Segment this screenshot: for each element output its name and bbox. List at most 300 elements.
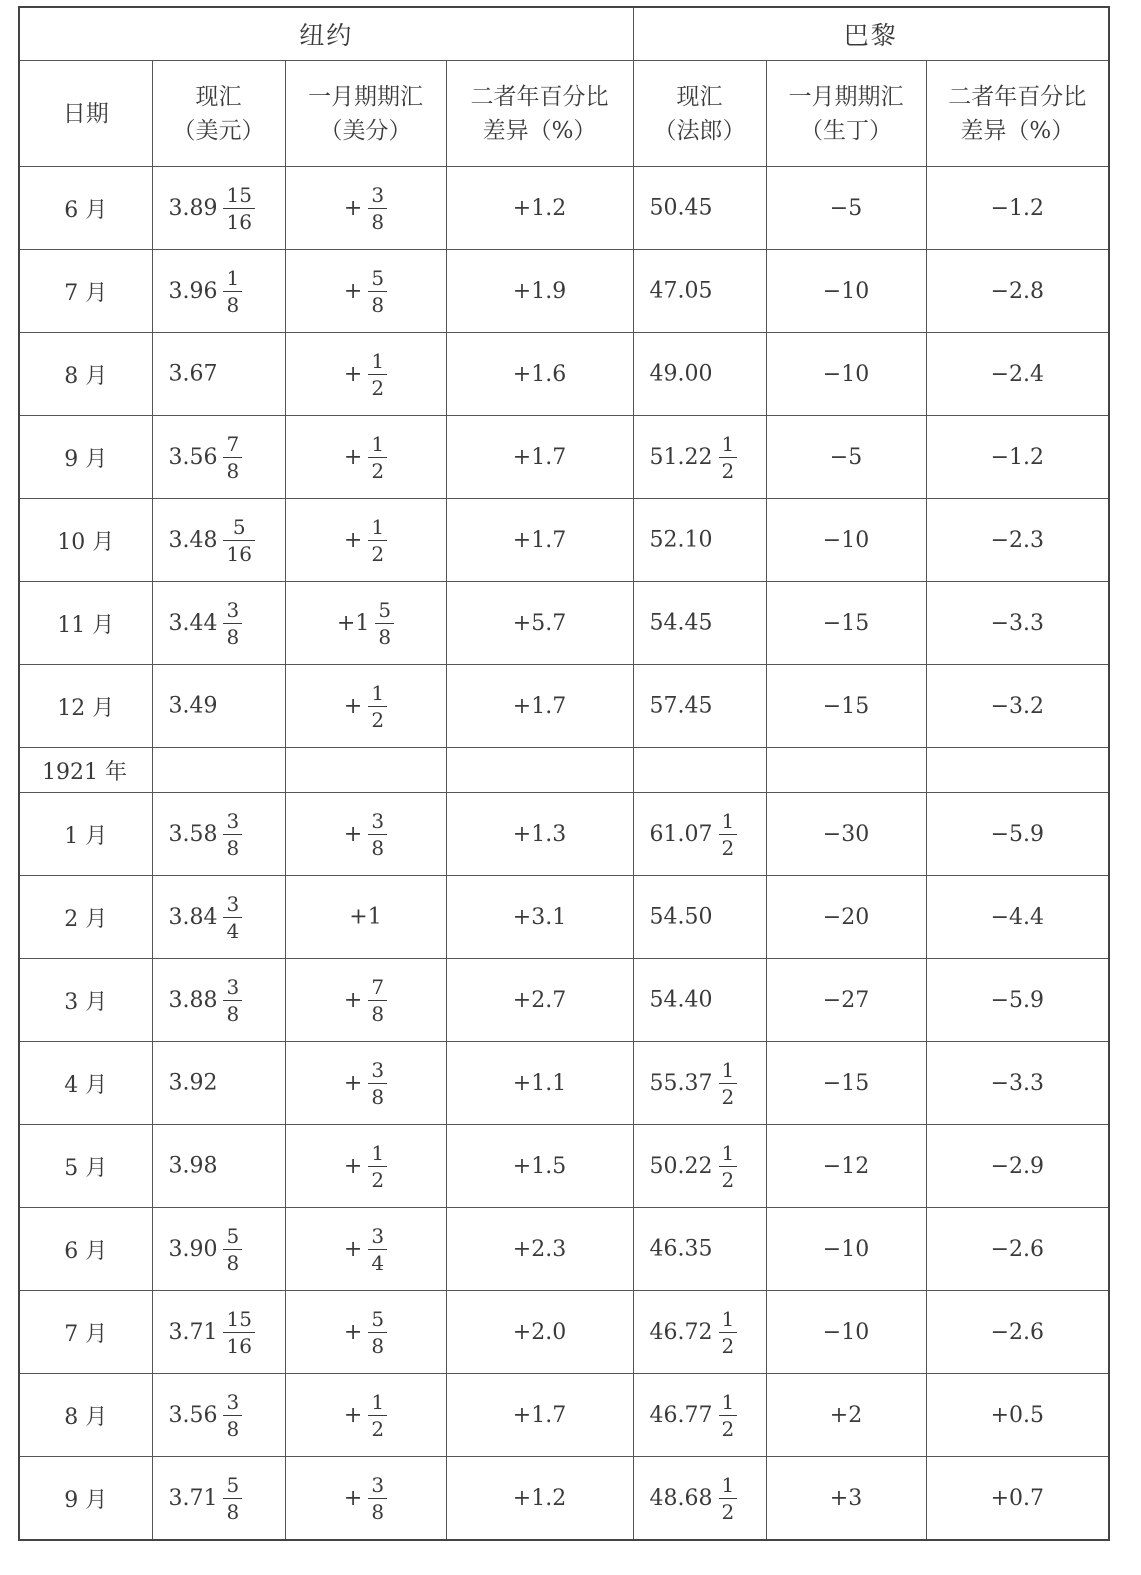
fraction-denominator: 8 <box>368 1332 387 1356</box>
fraction-numerator: 15 <box>226 182 252 207</box>
fraction-denominator: 2 <box>368 540 387 564</box>
cell-ny-forward <box>285 876 446 959</box>
value-whole: 3.98 <box>168 1153 218 1179</box>
fraction-denominator: 8 <box>223 1249 242 1273</box>
cell-paris-spot <box>633 665 766 748</box>
cell-ny-diff: +1.7 <box>446 1374 633 1457</box>
fraction <box>223 974 242 1026</box>
fraction-numerator: 3 <box>371 1057 385 1082</box>
value-whole: + <box>343 527 363 553</box>
fraction-denominator: 16 <box>223 208 254 232</box>
fraction-denominator: 8 <box>368 291 387 315</box>
fraction-numerator: 1 <box>371 431 385 456</box>
value-whole: 3.48 <box>168 527 218 553</box>
fraction <box>368 1389 387 1441</box>
value-whole: + <box>343 1070 363 1096</box>
fraction <box>223 1306 254 1358</box>
fraction-denominator: 4 <box>368 1249 387 1273</box>
fraction-denominator: 8 <box>375 623 394 647</box>
cell-paris-diff: −3.3 <box>926 1042 1109 1125</box>
fraction-numerator: 1 <box>371 348 385 373</box>
cell-paris-spot <box>633 582 766 665</box>
cell-ny-forward <box>285 959 446 1042</box>
empty-cell <box>152 748 285 793</box>
cell-paris-forward: −10 <box>766 499 926 582</box>
fraction-numerator: 1 <box>721 431 735 456</box>
cell-ny-spot <box>152 416 285 499</box>
cell-paris-spot <box>633 416 766 499</box>
cell-paris-diff: −1.2 <box>926 167 1109 250</box>
fraction-numerator: 5 <box>226 1223 240 1248</box>
cell-ny-spot <box>152 793 285 876</box>
value-whole: 3.56 <box>168 444 218 470</box>
fraction-denominator: 8 <box>223 834 242 858</box>
value-whole: 48.68 <box>649 1485 713 1511</box>
header-line: 差异（%） <box>960 117 1075 144</box>
cell-paris-forward: −10 <box>766 1208 926 1291</box>
header-line: 一月期期汇 <box>308 83 423 110</box>
cell-paris-spot <box>633 333 766 416</box>
cell-ny-forward <box>285 499 446 582</box>
table-row <box>19 416 1109 499</box>
fraction-denominator: 8 <box>223 1000 242 1024</box>
value-whole: + <box>343 1485 363 1511</box>
cell-date: 2 月 <box>19 876 152 959</box>
fraction <box>368 431 387 483</box>
fraction-denominator: 8 <box>223 1415 242 1439</box>
cell-date: 1 月 <box>19 793 152 876</box>
fraction <box>223 891 242 943</box>
fraction-numerator: 1 <box>721 1140 735 1165</box>
value-whole: + <box>343 195 363 221</box>
cell-paris-spot <box>633 250 766 333</box>
cell-paris-diff: +0.7 <box>926 1457 1109 1541</box>
fraction-denominator: 8 <box>368 834 387 858</box>
fraction-numerator: 1 <box>226 265 240 290</box>
cell-paris-spot <box>633 1291 766 1374</box>
value-whole: + <box>343 987 363 1013</box>
cell-ny-diff: +1.3 <box>446 793 633 876</box>
cell-ny-diff: +1.6 <box>446 333 633 416</box>
fraction-denominator: 2 <box>368 706 387 730</box>
fraction-denominator: 8 <box>223 291 242 315</box>
header-line: （生丁） <box>800 117 893 144</box>
value-whole: 54.40 <box>649 987 713 1013</box>
fraction-numerator: 3 <box>371 1223 385 1248</box>
cell-paris-forward: −10 <box>766 1291 926 1374</box>
table-row <box>19 582 1109 665</box>
table-row <box>19 876 1109 959</box>
fraction-denominator: 8 <box>368 208 387 232</box>
cell-ny-spot <box>152 333 285 416</box>
value-whole: 3.89 <box>168 195 218 221</box>
cell-paris-forward: −12 <box>766 1125 926 1208</box>
fraction-numerator: 5 <box>371 1306 385 1331</box>
year-label: 1921 年 <box>19 748 152 793</box>
cell-paris-diff: −2.3 <box>926 499 1109 582</box>
group-header-row <box>19 7 1109 61</box>
fraction-numerator: 1 <box>371 1140 385 1165</box>
value-whole: + <box>343 444 363 470</box>
value-whole: 3.90 <box>168 1236 218 1262</box>
cell-ny-forward <box>285 1208 446 1291</box>
table-row <box>19 793 1109 876</box>
fraction <box>223 597 242 649</box>
fraction <box>223 514 254 566</box>
cell-ny-diff: +1.7 <box>446 416 633 499</box>
table-row <box>19 1291 1109 1374</box>
fraction <box>223 1223 242 1275</box>
cell-paris-diff: −2.4 <box>926 333 1109 416</box>
cell-date: 10 月 <box>19 499 152 582</box>
fraction-denominator: 8 <box>368 1000 387 1024</box>
fraction <box>368 808 387 860</box>
cell-paris-forward: −15 <box>766 665 926 748</box>
value-whole: 47.05 <box>649 278 713 304</box>
value-whole: 3.67 <box>168 361 218 387</box>
header-line: （美元） <box>172 117 265 144</box>
cell-date: 7 月 <box>19 1291 152 1374</box>
cell-ny-forward <box>285 416 446 499</box>
fraction-denominator: 2 <box>368 1166 387 1190</box>
fraction <box>368 182 387 234</box>
fraction <box>368 974 387 1026</box>
fraction-numerator: 5 <box>378 597 392 622</box>
fraction-denominator: 2 <box>368 457 387 481</box>
cell-ny-forward <box>285 793 446 876</box>
fraction <box>719 1140 738 1192</box>
fraction <box>368 1223 387 1275</box>
fraction-numerator: 1 <box>721 1389 735 1414</box>
cell-paris-diff: −2.6 <box>926 1208 1109 1291</box>
fraction <box>223 1472 242 1524</box>
value-whole: 3.96 <box>168 278 218 304</box>
cell-ny-spot <box>152 1374 285 1457</box>
fraction <box>368 1057 387 1109</box>
cell-ny-forward <box>285 333 446 416</box>
value-whole: 54.50 <box>649 904 713 930</box>
fraction-numerator: 1 <box>721 1306 735 1331</box>
value-whole: 3.88 <box>168 987 218 1013</box>
exchange-rate-table <box>18 6 1110 1541</box>
fraction-numerator: 3 <box>226 891 240 916</box>
value-whole: + <box>343 1236 363 1262</box>
empty-cell <box>926 748 1109 793</box>
fraction-numerator: 5 <box>232 514 246 539</box>
fraction <box>368 1306 387 1358</box>
value-whole: + <box>343 361 363 387</box>
cell-ny-diff: +2.0 <box>446 1291 633 1374</box>
cell-paris-spot <box>633 876 766 959</box>
table-row <box>19 167 1109 250</box>
fraction-numerator: 1 <box>371 1389 385 1414</box>
cell-ny-spot <box>152 1208 285 1291</box>
cell-paris-forward: −15 <box>766 1042 926 1125</box>
value-whole: 3.84 <box>168 904 218 930</box>
cell-ny-forward <box>285 250 446 333</box>
table-row <box>19 959 1109 1042</box>
value-whole: 3.56 <box>168 1402 218 1428</box>
cell-paris-diff: −2.6 <box>926 1291 1109 1374</box>
fraction <box>719 808 738 860</box>
header-line: 现汇 <box>195 83 242 110</box>
fraction-numerator: 1 <box>721 1057 735 1082</box>
fraction-numerator: 1 <box>721 1472 735 1497</box>
fraction <box>368 514 387 566</box>
fraction-denominator: 2 <box>368 374 387 398</box>
cell-date: 6 月 <box>19 167 152 250</box>
cell-paris-spot <box>633 1208 766 1291</box>
fraction-numerator: 3 <box>226 974 240 999</box>
cell-date: 12 月 <box>19 665 152 748</box>
cell-paris-diff: −2.9 <box>926 1125 1109 1208</box>
value-whole: 55.37 <box>649 1070 713 1096</box>
cell-paris-spot <box>633 1125 766 1208</box>
cell-ny-forward <box>285 582 446 665</box>
fraction <box>368 348 387 400</box>
fraction-numerator: 3 <box>371 182 385 207</box>
header-ny-spot <box>152 61 285 167</box>
cell-ny-spot <box>152 959 285 1042</box>
cell-ny-diff: +1.5 <box>446 1125 633 1208</box>
fraction <box>719 1306 738 1358</box>
cell-paris-spot <box>633 1457 766 1541</box>
cell-paris-spot <box>633 1374 766 1457</box>
value-whole: 3.58 <box>168 821 218 847</box>
cell-paris-forward: −5 <box>766 416 926 499</box>
value-whole: +1 <box>349 904 382 930</box>
header-line: 二者年百分比 <box>470 83 609 110</box>
cell-date: 5 月 <box>19 1125 152 1208</box>
header-paris-spot <box>633 61 766 167</box>
cell-paris-forward: −15 <box>766 582 926 665</box>
cell-ny-diff: +2.3 <box>446 1208 633 1291</box>
empty-cell <box>766 748 926 793</box>
value-whole: 46.77 <box>649 1402 713 1428</box>
cell-ny-spot <box>152 582 285 665</box>
cell-ny-diff: +3.1 <box>446 876 633 959</box>
table-body <box>19 167 1109 1541</box>
fraction-numerator: 3 <box>226 808 240 833</box>
cell-ny-diff: +1.1 <box>446 1042 633 1125</box>
cell-ny-diff: +1.2 <box>446 167 633 250</box>
cell-paris-forward: −30 <box>766 793 926 876</box>
header-date: 日期 <box>19 61 152 167</box>
cell-ny-spot <box>152 250 285 333</box>
value-whole: 3.71 <box>168 1485 218 1511</box>
fraction-numerator: 1 <box>721 808 735 833</box>
value-whole: +1 <box>336 610 370 636</box>
fraction-denominator: 4 <box>223 917 242 941</box>
cell-ny-forward <box>285 1125 446 1208</box>
fraction-denominator: 8 <box>223 457 242 481</box>
fraction <box>375 597 394 649</box>
cell-ny-spot <box>152 1457 285 1541</box>
header-line: 现汇 <box>676 83 723 110</box>
value-whole: 52.10 <box>649 527 713 553</box>
cell-paris-spot <box>633 959 766 1042</box>
cell-paris-forward: −10 <box>766 250 926 333</box>
cell-ny-diff: +1.7 <box>446 499 633 582</box>
cell-paris-forward: +3 <box>766 1457 926 1541</box>
value-whole: 3.44 <box>168 610 218 636</box>
value-whole: 51.22 <box>649 444 713 470</box>
fraction <box>223 1389 242 1441</box>
fraction <box>719 1389 738 1441</box>
fraction-denominator: 2 <box>719 1332 738 1356</box>
fraction-denominator: 16 <box>223 1332 254 1356</box>
fraction-denominator: 2 <box>719 1415 738 1439</box>
cell-paris-spot <box>633 167 766 250</box>
cell-ny-diff: +1.9 <box>446 250 633 333</box>
value-whole: + <box>343 1319 363 1345</box>
value-whole: + <box>343 693 363 719</box>
cell-ny-spot <box>152 1125 285 1208</box>
table-row <box>19 1042 1109 1125</box>
fraction <box>368 1472 387 1524</box>
fraction <box>223 265 242 317</box>
cell-ny-forward <box>285 1042 446 1125</box>
fraction-numerator: 7 <box>226 431 240 456</box>
fraction <box>223 808 242 860</box>
cell-ny-forward <box>285 167 446 250</box>
cell-ny-spot <box>152 665 285 748</box>
fraction-numerator: 3 <box>371 808 385 833</box>
value-whole: 46.35 <box>649 1236 713 1262</box>
cell-ny-forward <box>285 1457 446 1541</box>
value-whole: 50.22 <box>649 1153 713 1179</box>
cell-ny-forward <box>285 1374 446 1457</box>
fraction-numerator: 5 <box>371 265 385 290</box>
cell-paris-diff: −4.4 <box>926 876 1109 959</box>
fraction <box>368 265 387 317</box>
cell-paris-forward: −20 <box>766 876 926 959</box>
header-line: 差异（%） <box>482 117 597 144</box>
value-whole: 54.45 <box>649 610 713 636</box>
empty-cell <box>285 748 446 793</box>
fraction-numerator: 3 <box>371 1472 385 1497</box>
header-paris-forward <box>766 61 926 167</box>
cell-ny-diff: +1.7 <box>446 665 633 748</box>
cell-date: 8 月 <box>19 333 152 416</box>
fraction-denominator: 8 <box>368 1498 387 1522</box>
table-row <box>19 1374 1109 1457</box>
group-header-paris: 巴黎 <box>633 7 1109 61</box>
cell-paris-spot <box>633 793 766 876</box>
column-header-row <box>19 61 1109 167</box>
value-whole: + <box>343 1153 363 1179</box>
cell-ny-diff: +1.2 <box>446 1457 633 1541</box>
header-paris-diff <box>926 61 1109 167</box>
empty-cell <box>446 748 633 793</box>
cell-paris-diff: −3.2 <box>926 665 1109 748</box>
fraction-denominator: 8 <box>223 1498 242 1522</box>
fraction-numerator: 3 <box>226 1389 240 1414</box>
value-whole: 50.45 <box>649 195 713 221</box>
cell-paris-forward: −10 <box>766 333 926 416</box>
cell-ny-forward <box>285 1291 446 1374</box>
fraction-denominator: 2 <box>368 1415 387 1439</box>
fraction <box>719 1057 738 1109</box>
cell-date: 8 月 <box>19 1374 152 1457</box>
cell-paris-spot <box>633 499 766 582</box>
cell-date: 11 月 <box>19 582 152 665</box>
header-line: 一月期期汇 <box>788 83 904 110</box>
cell-date: 4 月 <box>19 1042 152 1125</box>
header-ny-diff <box>446 61 633 167</box>
table-row <box>19 250 1109 333</box>
value-whole: 46.72 <box>649 1319 713 1345</box>
header-line: （法郎） <box>653 117 746 144</box>
fraction-numerator: 1 <box>371 680 385 705</box>
value-whole: 3.92 <box>168 1070 218 1096</box>
fraction-numerator: 7 <box>371 974 385 999</box>
fraction-denominator: 16 <box>223 540 254 564</box>
value-whole: + <box>343 278 363 304</box>
cell-paris-diff: −5.9 <box>926 959 1109 1042</box>
value-whole: 3.49 <box>168 693 218 719</box>
fraction <box>223 431 242 483</box>
fraction-numerator: 3 <box>226 597 240 622</box>
value-whole: 49.00 <box>649 361 713 387</box>
fraction <box>719 431 738 483</box>
fraction-denominator: 8 <box>368 1083 387 1107</box>
fraction <box>368 680 387 732</box>
cell-ny-spot <box>152 167 285 250</box>
cell-paris-diff: −5.9 <box>926 793 1109 876</box>
fraction-denominator: 2 <box>719 1083 738 1107</box>
header-line: （美分） <box>319 117 412 144</box>
fraction-numerator: 1 <box>371 514 385 539</box>
cell-date: 6 月 <box>19 1208 152 1291</box>
cell-ny-diff: +2.7 <box>446 959 633 1042</box>
table-row <box>19 333 1109 416</box>
fraction-denominator: 2 <box>719 834 738 858</box>
table-row <box>19 499 1109 582</box>
table-row <box>19 1208 1109 1291</box>
fraction <box>368 1140 387 1192</box>
fraction-denominator: 2 <box>719 1166 738 1190</box>
table-row <box>19 1125 1109 1208</box>
value-whole: 61.07 <box>649 821 713 847</box>
value-whole: + <box>343 1402 363 1428</box>
table-row <box>19 665 1109 748</box>
cell-paris-diff: −3.3 <box>926 582 1109 665</box>
year-row <box>19 748 1109 793</box>
cell-paris-spot <box>633 1042 766 1125</box>
cell-ny-spot <box>152 1291 285 1374</box>
cell-date: 9 月 <box>19 416 152 499</box>
cell-ny-forward <box>285 665 446 748</box>
cell-paris-diff: −2.8 <box>926 250 1109 333</box>
fraction-numerator: 15 <box>226 1306 252 1331</box>
fraction-denominator: 8 <box>223 623 242 647</box>
cell-paris-forward: −5 <box>766 167 926 250</box>
cell-date: 3 月 <box>19 959 152 1042</box>
group-header-new-york: 纽约 <box>19 7 633 61</box>
table-row <box>19 1457 1109 1541</box>
value-whole: + <box>343 821 363 847</box>
fraction <box>719 1472 738 1524</box>
header-ny-forward <box>285 61 446 167</box>
cell-paris-diff: −1.2 <box>926 416 1109 499</box>
fraction-numerator: 5 <box>226 1472 240 1497</box>
header-line: 二者年百分比 <box>948 83 1087 110</box>
cell-ny-spot <box>152 499 285 582</box>
cell-paris-diff: +0.5 <box>926 1374 1109 1457</box>
cell-paris-forward: +2 <box>766 1374 926 1457</box>
fraction-denominator: 2 <box>719 457 738 481</box>
